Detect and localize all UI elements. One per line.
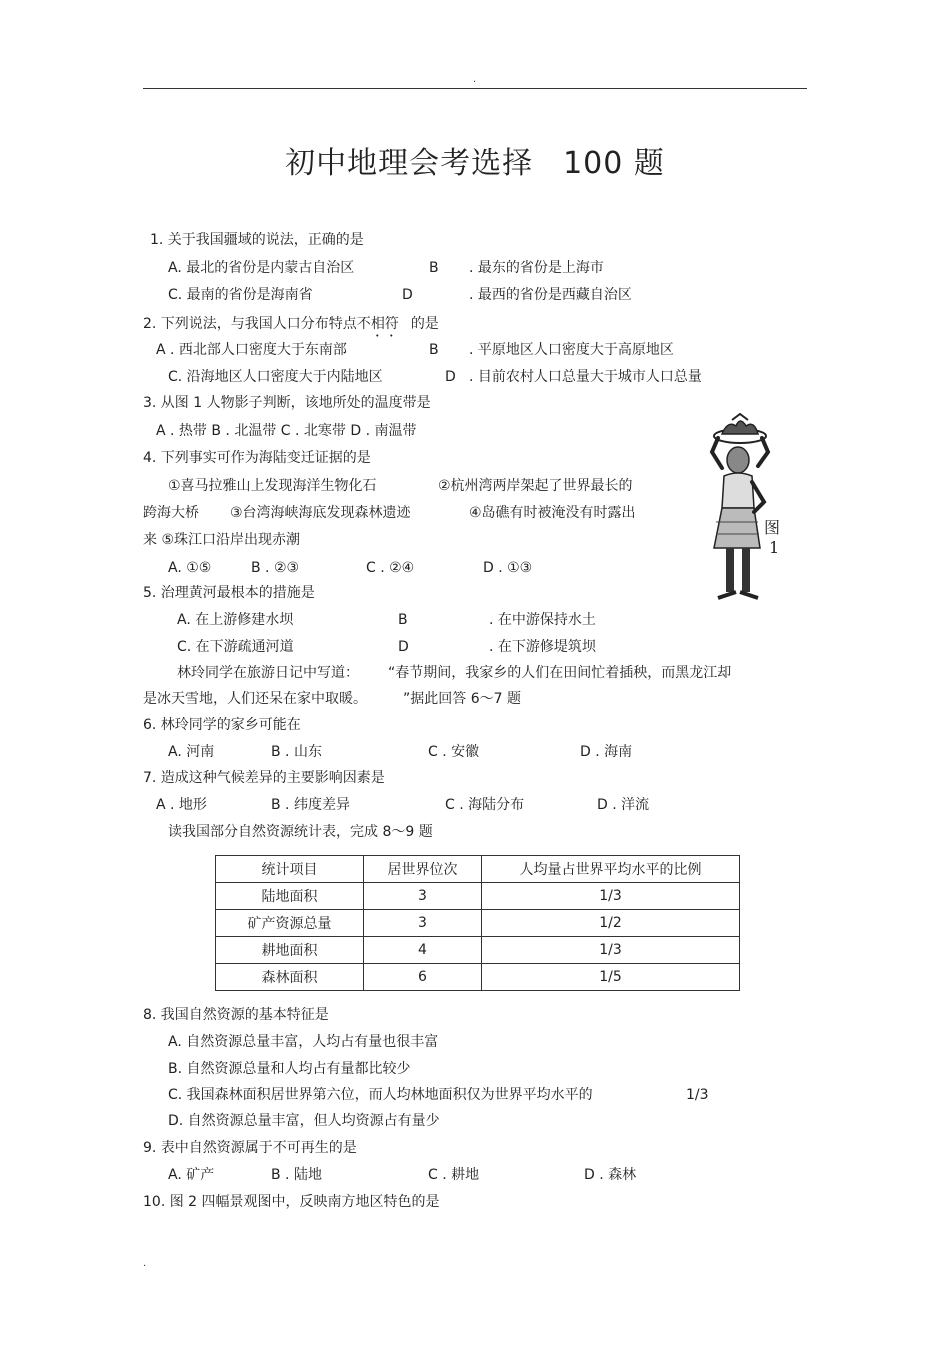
q1-option-c: C. 最南的省份是海南省 — [168, 287, 313, 303]
header-dot: . — [473, 74, 477, 85]
q6-option-c: C . 安徽 — [428, 744, 480, 760]
table-cell: 1/3 — [482, 883, 740, 910]
question-7: 7. 造成这种气候差异的主要影响因素是 — [143, 770, 385, 786]
question-6: 6. 林玲同学的家乡可能在 — [143, 717, 301, 733]
page-title — [0, 138, 950, 182]
q1-option-a: A. 最北的省份是内蒙古自治区 — [168, 260, 355, 276]
q4-fact-2: ②杭州湾两岸架起了世界最长的 — [438, 478, 633, 494]
table-header: 统计项目 — [216, 856, 364, 883]
table-row — [216, 883, 740, 910]
figure-1-label: 图 — [764, 518, 781, 537]
q4-fact-1: ①喜马拉雅山上发现海洋生物化石 — [168, 478, 377, 494]
q5-option-a: A. 在上游修建水坝 — [177, 612, 294, 628]
q9-option-a: A. 矿产 — [168, 1167, 215, 1183]
question-8: 8. 我国自然资源的基本特征是 — [143, 1007, 329, 1023]
q2-option-c: C. 沿海地区人口密度大于内陆地区 — [168, 369, 383, 385]
q7-option-c: C . 海陆分布 — [445, 797, 525, 813]
q5-option-c: C. 在下游疏通河道 — [177, 639, 294, 655]
title-text: 初中地理会考选择 — [285, 146, 534, 181]
table-row — [216, 964, 740, 991]
table-cell: 3 — [364, 910, 482, 937]
passage-line-1a: 林玲同学在旅游日记中写道： — [177, 665, 359, 681]
table-header: 居世界位次 — [364, 856, 482, 883]
passage-line-1b: “春节期间，我家乡的人们在田间忙着插秧，而黑龙江却 — [388, 665, 732, 681]
question-10: 10. 图 2 四幅景观图中，反映南方地区特色的是 — [143, 1194, 440, 1210]
table-cell: 1/3 — [482, 937, 740, 964]
table-header-row — [216, 856, 740, 883]
q8-option-a: A. 自然资源总量丰富，人均占有量也很丰富 — [168, 1034, 439, 1050]
q7-option-d: D . 洋流 — [597, 797, 650, 813]
q2-option-d: . 目前农村人口总量大于城市人口总量 — [469, 369, 702, 385]
q5-option-b-letter: B — [398, 612, 408, 628]
q3-options: A . 热带 B . 北温带 C . 北寒带 D . 南温带 — [156, 423, 417, 439]
q4-option-b: B . ②③ — [251, 560, 300, 576]
title-number: 100 题 — [563, 146, 665, 181]
table-cell: 4 — [364, 937, 482, 964]
q5-option-d-letter: D — [398, 639, 409, 655]
table-cell: 3 — [364, 883, 482, 910]
q6-option-b: B . 山东 — [271, 744, 322, 760]
q8-option-c: C. 我国森林面积居世界第六位，而人均林地面积仅为世界平均水平的 — [168, 1087, 593, 1103]
passage-line-2a: 是冰天雪地，人们还呆在家中取暖。 — [143, 691, 367, 707]
q7-option-a: A . 地形 — [156, 797, 207, 813]
passage-line-2b: ”据此回答 6～7 题 — [403, 691, 521, 707]
table-cell: 1/5 — [482, 964, 740, 991]
q4-fact-4: ④岛礁有时被淹没有时露出 — [469, 505, 636, 521]
q8-option-b: B. 自然资源总量和人均占有量都比较少 — [168, 1061, 411, 1077]
q8-option-d: D. 自然资源总量丰富，但人均资源占有量少 — [168, 1113, 440, 1129]
table-row — [216, 937, 740, 964]
table-header: 人均量占世界平均水平的比例 — [482, 856, 740, 883]
question-4: 4. 下列事实可作为海陆变迁证据的是 — [143, 450, 371, 466]
q2-text-pre: 2. 下列说法，与我国人口分布特点不 — [143, 316, 371, 332]
q4-option-a: A. ①⑤ — [168, 560, 212, 576]
q5-option-b: . 在中游保持水土 — [489, 612, 596, 628]
question-5: 5. 治理黄河最根本的措施是 — [143, 585, 315, 601]
header-rule — [143, 88, 807, 89]
q9-option-d: D . 森林 — [584, 1167, 637, 1183]
q2-option-b-letter: B — [429, 342, 439, 358]
q9-option-b: B . 陆地 — [271, 1167, 322, 1183]
q4-option-c: C . ②④ — [366, 560, 415, 576]
question-2 — [143, 316, 439, 340]
table-intro: 读我国部分自然资源统计表，完成 8～9 题 — [168, 824, 433, 840]
q6-option-a: A. 河南 — [168, 744, 215, 760]
question-3: 3. 从图 1 人物影子判断，该地所处的温度带是 — [143, 395, 431, 411]
table-cell: 矿产资源总量 — [216, 910, 364, 937]
table-row — [216, 910, 740, 937]
q4-fact-5: 来 ⑤珠江口沿岸出现赤潮 — [143, 532, 301, 548]
q2-option-b: . 平原地区人口密度大于高原地区 — [469, 342, 674, 358]
q2-emphasis: 相符 — [370, 316, 399, 332]
q4-option-d: D . ①③ — [483, 560, 533, 576]
question-1: 1. 关于我国疆域的说法，正确的是 — [150, 232, 364, 248]
table-cell: 森林面积 — [216, 964, 364, 991]
table-cell: 6 — [364, 964, 482, 991]
question-9: 9. 表中自然资源属于不可再生的是 — [143, 1140, 357, 1156]
q1-option-b: . 最东的省份是上海市 — [469, 260, 604, 276]
table-cell: 1/2 — [482, 910, 740, 937]
q7-option-b: B . 纬度差异 — [271, 797, 350, 813]
q2-option-d-letter: D — [445, 369, 456, 385]
q1-option-d-letter: D — [402, 287, 413, 303]
footer-dot: . — [143, 1258, 147, 1269]
q5-option-d: . 在下游修堤筑坝 — [489, 639, 596, 655]
q4-fact-2-cont: 跨海大桥 — [143, 505, 199, 521]
q9-option-c: C . 耕地 — [428, 1167, 480, 1183]
q1-option-b-letter: B — [429, 260, 439, 276]
table-cell: 耕地面积 — [216, 937, 364, 964]
q2-option-a: A . 西北部人口密度大于东南部 — [156, 342, 347, 358]
q2-text-post: 的是 — [410, 316, 439, 332]
figure-1-person-illustration — [688, 412, 792, 604]
q4-fact-3: ③台湾海峡海底发现森林遗迹 — [230, 505, 411, 521]
q8-option-c-value: 1/3 — [686, 1087, 709, 1103]
q6-option-d: D . 海南 — [580, 744, 633, 760]
resource-stats-table — [215, 855, 740, 991]
table-cell: 陆地面积 — [216, 883, 364, 910]
figure-1-number: 1 — [769, 538, 780, 557]
q1-option-d: . 最西的省份是西藏自治区 — [469, 287, 632, 303]
